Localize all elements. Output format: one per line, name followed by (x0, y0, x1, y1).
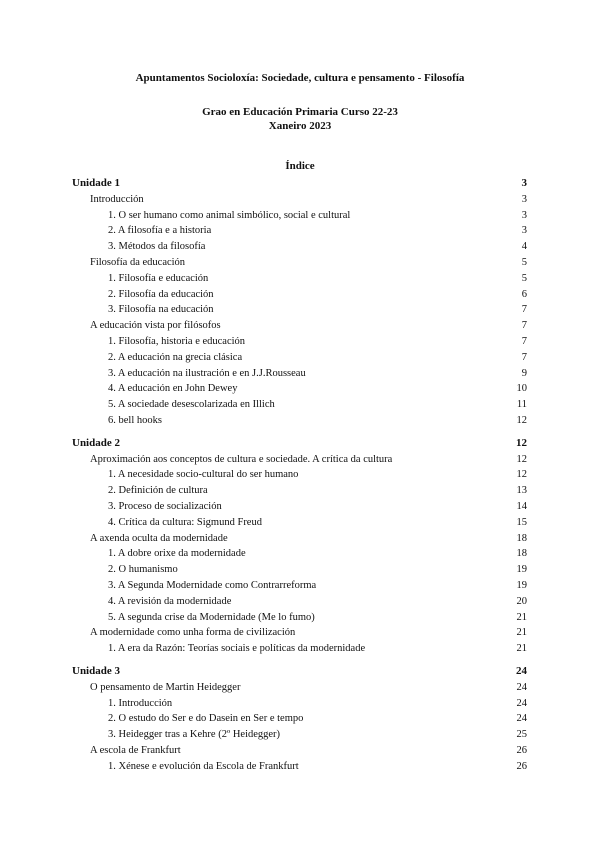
toc-entry-page-number: 19 (516, 579, 527, 591)
toc-entry-title: Unidade 2 (72, 436, 120, 449)
toc-entry-page-number: 24 (516, 713, 527, 725)
toc-entry-sub[interactable] (72, 610, 527, 626)
toc-entry-sec[interactable] (72, 318, 527, 334)
toc-entry-page-number: 12 (516, 414, 527, 426)
toc-entry-sub[interactable] (72, 483, 527, 499)
toc-entry-title: 3. Proceso de socialización (108, 500, 222, 512)
toc-entry-title: 3. A educación na ilustración e en J.J.Rousseau (108, 367, 306, 379)
toc-entry-page-number: 5 (521, 272, 527, 284)
toc-entry-page-number: 3 (521, 193, 527, 205)
toc-entry-title: Unidade 1 (72, 177, 120, 189)
toc-entry-page-number: 7 (521, 304, 527, 316)
toc-entry-title: O pensamento de Martin Heidegger (90, 681, 241, 693)
course-line: Grao en Educación Primaria Curso 22-23 (202, 106, 398, 118)
toc-entry-page-number: 3 (521, 209, 527, 221)
toc-entry-sec[interactable] (72, 452, 527, 468)
toc-entry-sub[interactable] (72, 287, 527, 303)
toc-entry-sub[interactable] (72, 711, 527, 727)
toc-entry-page-number: 12 (516, 469, 527, 481)
toc-entry-sub[interactable] (72, 271, 527, 287)
toc-entry-title: 2. A filosofía e a historia (108, 225, 212, 237)
toc-entry-title: 1. Introducción (108, 697, 173, 709)
toc-entry-page-number: 18 (516, 532, 527, 544)
toc-entry-page-number: 20 (516, 595, 527, 607)
toc-entry-title: 1. Filosofía e educación (108, 272, 209, 284)
toc-entry-page-number: 21 (516, 627, 527, 639)
toc-entry-title: 1. A necesidade socio-cultural do ser humano (108, 469, 299, 481)
toc-entry-title: Aproximación aos conceptos de cultura e sociedade. A crítica da cultura (90, 453, 393, 465)
toc-entry-title: 1. Filosofía, historia e educación (108, 335, 246, 347)
toc-entry-sub[interactable] (72, 759, 527, 775)
toc-entry-sub[interactable] (72, 594, 527, 610)
toc-entry-title: 4. A educación en John Dewey (108, 383, 238, 395)
date-line: Xaneiro 2023 (268, 120, 332, 132)
toc-entry-sec[interactable] (72, 743, 527, 759)
toc-entry-unit[interactable] (72, 176, 527, 192)
toc-entry-page-number: 19 (516, 564, 527, 576)
toc-entry-title: 3. Filosofía na educación (108, 304, 214, 316)
toc-entry-sub[interactable] (72, 499, 527, 515)
toc-entry-sub[interactable] (72, 578, 527, 594)
index-heading: Índice (285, 160, 315, 172)
toc-entry-page-number: 7 (521, 335, 527, 347)
toc-entry-page-number: 14 (516, 500, 527, 512)
toc-entry-page-number: 21 (516, 611, 527, 623)
toc-entry-page-number: 3 (521, 225, 527, 237)
toc-entry-page-number: 21 (516, 643, 527, 655)
table-of-contents (72, 176, 527, 774)
document-title: Apuntamentos Socioloxía: Sociedade, cultura e pensamento - Filosofía (135, 72, 465, 84)
toc-entry-title: 2. O estudo do Ser e do Dasein en Ser e tempo (108, 713, 304, 725)
toc-entry-title: 6. bell hooks (108, 414, 162, 426)
toc-entry-title: 1. O ser humano como animal simbólico, social e cultural (108, 209, 351, 221)
toc-entry-page-number: 10 (516, 383, 527, 395)
toc-entry-sub[interactable] (72, 467, 527, 483)
toc-entry-title: 2. O humanismo (108, 564, 178, 576)
toc-entry-page-number: 12 (516, 436, 527, 449)
toc-entry-page-number: 24 (516, 697, 527, 709)
toc-entry-sec[interactable] (72, 625, 527, 641)
toc-entry-page-number: 5 (521, 256, 527, 268)
toc-entry-sec[interactable] (72, 531, 527, 547)
toc-entry-page-number: 26 (516, 744, 527, 756)
toc-entry-page-number: 4 (521, 241, 527, 253)
toc-entry-title: Unidade 3 (72, 664, 120, 677)
toc-entry-unit[interactable] (72, 664, 527, 680)
toc-entry-page-number: 24 (516, 681, 527, 693)
toc-entry-title: Introducción (90, 193, 144, 205)
toc-entry-title: A escola de Frankfurt (90, 744, 181, 756)
toc-entry-sub[interactable] (72, 562, 527, 578)
toc-entry-page-number: 7 (521, 320, 527, 332)
toc-entry-sub[interactable] (72, 397, 527, 413)
toc-entry-sub[interactable] (72, 223, 527, 239)
toc-entry-title: 4. A revisión da modernidade (108, 595, 232, 607)
toc-entry-sub[interactable] (72, 366, 527, 382)
toc-entry-title: 1. A dobre orixe da modernidade (108, 548, 246, 560)
toc-entry-sub[interactable] (72, 641, 527, 657)
toc-entry-sub[interactable] (72, 515, 527, 531)
toc-entry-sub[interactable] (72, 334, 527, 350)
toc-entry-sec[interactable] (72, 255, 527, 271)
toc-entry-page-number: 9 (521, 367, 527, 379)
toc-entry-title: A axenda oculta da modernidade (90, 532, 228, 544)
toc-entry-sec[interactable] (72, 680, 527, 696)
toc-entry-title: 2. Filosofía da educación (108, 288, 214, 300)
toc-entry-title: 2. A educación na grecia clásica (108, 351, 243, 363)
toc-entry-sub[interactable] (72, 239, 527, 255)
toc-entry-title: 3. A Segunda Modernidade como Contrarreforma (108, 579, 317, 591)
toc-entry-page-number: 6 (521, 288, 527, 300)
toc-entry-title: 3. Métodos da filosofía (108, 241, 206, 253)
toc-entry-page-number: 18 (516, 548, 527, 560)
toc-entry-page-number: 24 (516, 664, 527, 677)
toc-entry-sub[interactable] (72, 727, 527, 743)
toc-entry-sub[interactable] (72, 350, 527, 366)
toc-entry-page-number: 11 (516, 399, 527, 411)
toc-entry-page-number: 12 (516, 453, 527, 465)
toc-entry-sub[interactable] (72, 696, 527, 712)
toc-entry-page-number: 3 (521, 177, 527, 189)
toc-entry-sub[interactable] (72, 302, 527, 318)
toc-entry-page-number: 25 (516, 729, 527, 741)
toc-entry-title: Filosofía da educación (90, 256, 186, 268)
toc-entry-title: 3. Heidegger tras a Kehre (2º Heidegger) (108, 729, 281, 741)
toc-entry-page-number: 13 (516, 485, 527, 497)
toc-entry-title: 2. Definición de cultura (108, 485, 208, 497)
toc-entry-sub[interactable] (72, 208, 527, 224)
toc-entry-page-number: 15 (516, 516, 527, 528)
toc-entry-title: 1. A era da Razón: Teorías sociais e políticas da modernidade (108, 643, 366, 655)
toc-entry-title: A educación vista por filósofos (90, 320, 221, 332)
toc-entry-title: 5. A segunda crise da Modernidade (Me lo fumo) (108, 611, 315, 623)
toc-entry-title: 4. Crítica da cultura: Sigmund Freud (108, 516, 262, 528)
toc-entry-sub[interactable] (72, 413, 527, 429)
toc-entry-sec[interactable] (72, 192, 527, 208)
toc-entry-title: 5. A sociedade desescolarizada en Illich (108, 399, 275, 411)
toc-entry-unit[interactable] (72, 436, 527, 452)
toc-entry-title: 1. Xénese e evolución da Escola de Frankfurt (108, 760, 299, 772)
toc-entry-page-number: 7 (521, 351, 527, 363)
toc-entry-sub[interactable] (72, 381, 527, 397)
toc-entry-title: A modernidade como unha forma de civilización (90, 627, 296, 639)
toc-entry-page-number: 26 (516, 760, 527, 772)
toc-entry-sub[interactable] (72, 546, 527, 562)
